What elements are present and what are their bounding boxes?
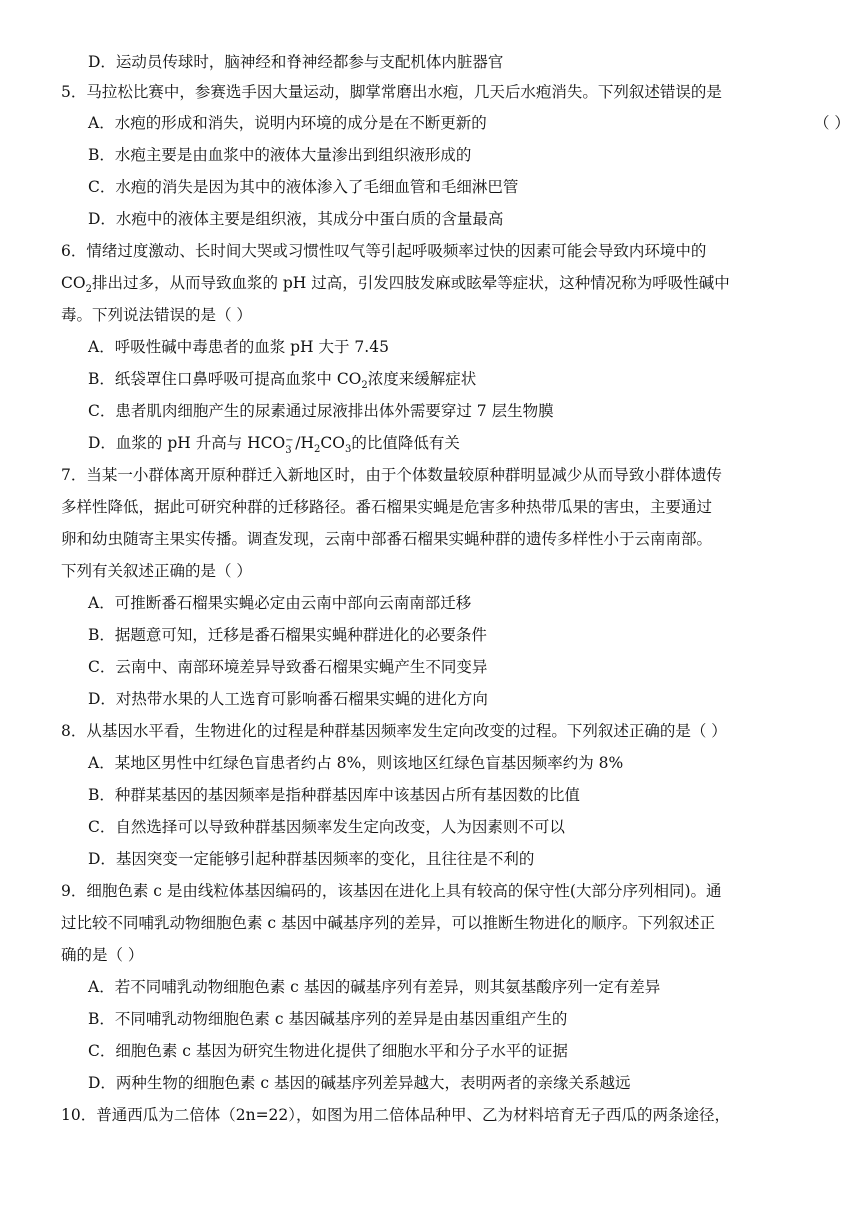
q7-option-b: B．据题意可知，迁移是番石榴果实蝇种群进化的必要条件	[88, 626, 487, 644]
q6-stem-line3: 毒。下列说法错误的是（ ）	[61, 306, 252, 324]
q8-option-b: B．种群某基因的基因频率是指种群基因库中该基因占所有基因数的比值	[88, 786, 580, 804]
q6-option-d-co: CO	[320, 434, 345, 452]
q6-option-d	[88, 427, 828, 459]
q9-stem-line2: 过比较不同哺乳动物细胞色素 c 基因中碱基序列的差异，可以推断生物进化的顺序。下列叙述正	[61, 914, 716, 932]
q9-stem-line3: 确的是（ ）	[61, 946, 144, 964]
q5-stem: 5．马拉松比赛中，参赛选手因大量运动，脚掌常磨出水疱，几天后水疱消失。下列叙述错误的是	[61, 83, 722, 101]
q5-answer-paren: （ ）	[814, 114, 850, 132]
q6-option-b-pre: B．纸袋罩住口鼻呼吸可提高血浆中 CO	[88, 370, 362, 388]
q7-option-a: A．可推断番石榴果实蝇必定由云南中部向云南南部迁移	[88, 594, 472, 612]
q9-option-b: B．不同哺乳动物细胞色素 c 基因碱基序列的差异是由基因重组产生的	[88, 1010, 568, 1028]
q10-stem-line1: 10．普通西瓜为二倍体（2n=22），如图为用二倍体品种甲、乙为材料培育无子西瓜的两条途径，	[61, 1106, 731, 1124]
q6-option-b-subscript: 2	[361, 380, 368, 392]
q8-stem: 8．从基因水平看，生物进化的过程是种群基因频率发生定向改变的过程。下列叙述正确的是（ ）	[61, 722, 727, 740]
q9-option-d: D．两种生物的细胞色素 c 基因的碱基序列差异越大，表明两者的亲缘关系越远	[88, 1074, 631, 1092]
q8-option-c: C．自然选择可以导致种群基因频率发生定向改变，人为因素则不可以	[88, 818, 565, 836]
q7-option-d: D．对热带水果的人工选育可影响番石榴果实蝇的进化方向	[88, 690, 488, 708]
q5-option-d: D．水疱中的液体主要是组织液，其成分中蛋白质的含量最高	[88, 210, 504, 228]
q6-option-c: C．患者肌肉细胞产生的尿素通过尿液排出体外需要穿过 7 层生物膜	[88, 402, 554, 420]
q7-stem-line4: 下列有关叙述正确的是（ ）	[61, 562, 252, 580]
q7-stem-line3: 卵和幼虫随寄主果实传播。调查发现，云南中部番石榴果实蝇种群的遗传多样性小于云南南部。	[61, 530, 713, 548]
q6-hco3-subscript: 3	[285, 445, 292, 456]
q9-stem-line1: 9．细胞色素 c 是由线粒体基因编码的，该基因在进化上具有较高的保守性(大部分序列相同)。通	[61, 882, 722, 900]
q6-option-a: A．呼吸性碱中毒患者的血浆 pH 大于 7.45	[88, 338, 389, 356]
q5-option-a	[88, 107, 850, 139]
q5-option-a-text: A．水疱的形成和消失，说明内环境的成分是在不断更新的	[88, 114, 487, 132]
q6-option-b-post: 浓度来缓解症状	[367, 370, 477, 388]
q6-h2co3-subscript-h: 2	[313, 444, 321, 456]
q9-option-a: A．若不同哺乳动物细胞色素 c 基因的碱基序列有差异，则其氨基酸序列一定有差异	[88, 978, 661, 996]
q6-co2-subscript: 2	[85, 284, 92, 296]
q6-stem-line2	[61, 267, 801, 299]
q6-h2co3-subscript-o: 3	[344, 444, 352, 456]
q5-option-c: C．水疱的消失是因为其中的液体渗入了毛细血管和毛细淋巴管	[88, 178, 519, 196]
q6-hco3-charge: −	[285, 435, 294, 446]
q7-stem-line1: 7．当某一小群体离开原种群迁入新地区时，由于个体数量较原种群明显减少从而导致小群体遗传	[61, 466, 722, 484]
q4-option-d: D．运动员传球时，脑神经和脊神经都参与支配机体内脏器官	[88, 53, 504, 71]
q6-stem-line2-rest: 排出过多，从而导致血浆的 pH 过高，引发四肢发麻或眩晕等症状，这种情况称为呼吸性碱中	[91, 274, 730, 292]
q7-stem-line2: 多样性降低，据此可研究种群的迁移路径。番石榴果实蝇是危害多种热带瓜果的害虫，主要通过	[61, 498, 713, 516]
q5-option-b: B．水疱主要是由血浆中的液体大量渗出到组织液形成的	[88, 146, 472, 164]
q6-option-d-mid: /H	[295, 434, 314, 452]
q7-option-c: C．云南中、南部环境差异导致番石榴果实蝇产生不同变异	[88, 658, 488, 676]
q8-option-a: A．某地区男性中红绿色盲患者约占 8%，则该地区红绿色盲基因频率约为 8%	[88, 754, 624, 772]
q6-option-b	[88, 363, 828, 395]
q9-option-c: C．细胞色素 c 基因为研究生物进化提供了细胞水平和分子水平的证据	[88, 1042, 568, 1060]
q6-option-d-post: 的比值降低有关	[351, 434, 460, 452]
q6-option-d-pre: D．血浆的 pH 升高与 HCO	[88, 434, 286, 452]
q6-hco3-scripts	[285, 435, 295, 456]
q6-co2-text: CO	[61, 274, 86, 292]
q8-option-d: D．基因突变一定能够引起种群基因频率的变化，且往往是不利的	[88, 850, 535, 868]
q6-stem-line1: 6．情绪过度激动、长时间大哭或习惯性叹气等引起呼吸频率过快的因素可能会导致内环境中的	[61, 242, 707, 260]
